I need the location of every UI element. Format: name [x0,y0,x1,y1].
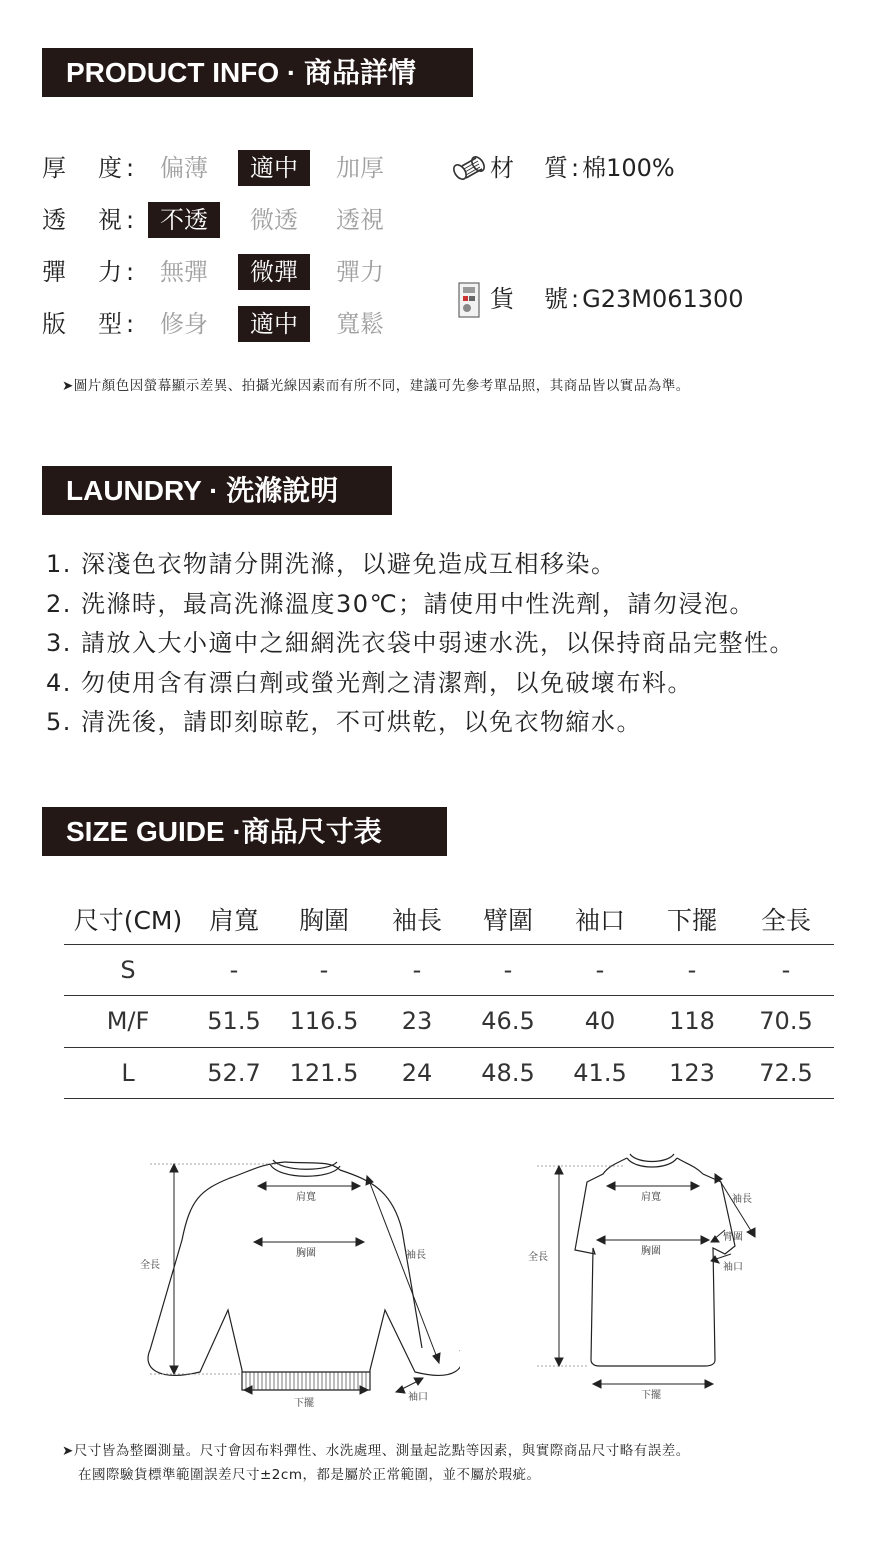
size-note-line2: 在國際驗貨標準範圍誤差尺寸±2cm，都是屬於正常範圍，並不屬於瑕疵。 [78,1467,541,1483]
measurement-cell: - [462,944,554,996]
laundry-item: 1. 深淺色衣物請分開洗滌，以避免造成互相移染。 [46,550,617,578]
column-header: 袖長 [372,894,462,944]
column-header: 尺寸(CM) [64,894,192,944]
long-shoulder-label: 肩寬 [296,1192,316,1203]
short-hem-label: 下擺 [641,1390,661,1401]
long-cuff-label: 袖口 [408,1392,428,1403]
measurement-cell: - [554,944,646,996]
laundry-item: 4. 勿使用含有漂白劑或螢光劑之清潔劑，以免破壞布料。 [46,668,694,697]
short-cuff-label: 袖口 [723,1262,743,1273]
measurement-cell: - [276,944,372,996]
column-header: 下擺 [646,894,738,944]
long-sleeve-label: 袖長 [406,1250,426,1261]
short-sleeve-label: 袖長 [732,1194,752,1205]
measurement-cell: 24 [372,1047,462,1099]
attribute-option: 偏薄 [160,154,208,182]
laundry-item: 3. 請放入大小適中之細網洗衣袋中弱速水洗，以保持商品完整性。 [46,629,796,657]
material-spec [452,150,675,186]
material-value: 棉100% [582,154,675,182]
laundry-title: LAUNDRY · 洗滌說明 [66,475,339,506]
material-label: 材 質: [490,154,583,182]
attribute-option: 加厚 [336,154,384,182]
thread-spool-icon [452,154,488,184]
attribute-label: 厚 度: [42,154,139,182]
attribute-label: 版 型: [42,310,139,338]
measurement-cell: 121.5 [276,1047,372,1099]
size-note-line1: ➤尺寸皆為整圈測量。尺寸會因布料彈性、水洗處理、測量起訖點等因素，與實際商品尺寸略有誤差。 [62,1443,690,1459]
measurement-cell: 123 [646,1047,738,1099]
measurement-cell: 48.5 [462,1047,554,1099]
attribute-option-selected: 適中 [238,150,310,186]
size-guide-title: SIZE GUIDE ·商品尺寸表 [66,816,382,847]
measurement-cell: 51.5 [192,996,276,1048]
attribute-option: 無彈 [160,258,208,286]
attribute-option: 彈力 [336,258,384,286]
attribute-label: 透 視: [42,206,139,234]
size-table [64,894,834,1099]
attribute-option-selected: 適中 [238,306,310,342]
long-chest-label: 胸圍 [296,1248,316,1259]
measurement-cell: 52.7 [192,1047,276,1099]
tag-icon [456,280,484,320]
measurement-cell: 70.5 [738,996,834,1048]
measurement-cell: 23 [372,996,462,1048]
column-header: 全長 [738,894,834,944]
attribute-option: 透視 [336,206,384,234]
column-header: 肩寬 [192,894,276,944]
measurement-cell: 41.5 [554,1047,646,1099]
column-header: 胸圍 [276,894,372,944]
long-length-label: 全長 [140,1260,160,1271]
laundry-instructions [46,545,795,743]
sku-spec [456,280,744,320]
short-length-label: 全長 [528,1252,548,1263]
size-cell: L [64,1047,192,1099]
size-guide-header [42,807,447,856]
measurement-cell: - [646,944,738,996]
sku-label: 貨 號: [490,285,583,313]
short-arm-label: 臂圍 [723,1232,743,1243]
product-info-header [42,48,473,97]
size-cell: M/F [64,996,192,1048]
color-disclaimer: ➤圖片顏色因螢幕顯示差異、拍攝光線因素而有所不同，建議可先參考單品照，其商品皆以實品為準。 [62,378,690,394]
measurement-cell: - [192,944,276,996]
table-row [64,1047,834,1099]
column-header: 袖口 [554,894,646,944]
measurement-cell: 118 [646,996,738,1048]
measurement-cell: 46.5 [462,996,554,1048]
short-sleeve-diagram [525,1150,775,1405]
attribute-label: 彈 力: [42,258,139,286]
product-info-title: PRODUCT INFO · 商品詳情 [66,57,416,88]
measurement-cell: 116.5 [276,996,372,1048]
size-cell: S [64,944,192,996]
laundry-header [42,466,392,515]
short-chest-label: 胸圍 [641,1246,661,1257]
long-hem-label: 下擺 [294,1398,314,1409]
measurement-cell: 72.5 [738,1047,834,1099]
laundry-item: 2. 洗滌時，最高洗滌溫度30℃；請使用中性洗劑，請勿浸泡。 [46,589,756,618]
attribute-option: 寬鬆 [336,310,384,338]
short-shoulder-label: 肩寬 [641,1192,661,1203]
attribute-option-selected: 微彈 [238,254,310,290]
measurement-cell: - [372,944,462,996]
size-table-header-row [64,894,834,944]
long-sleeve-diagram [130,1150,460,1415]
table-row [64,996,834,1048]
sku-value: G23M061300 [582,285,744,313]
attribute-option: 微透 [250,206,298,234]
attribute-option-selected: 不透 [148,202,220,238]
table-row [64,944,834,996]
laundry-item: 5. 清洗後，請即刻晾乾，不可烘乾，以免衣物縮水。 [46,708,643,736]
attribute-option: 修身 [160,310,208,338]
measurement-cell: - [738,944,834,996]
column-header: 臂圍 [462,894,554,944]
measurement-cell: 40 [554,996,646,1048]
